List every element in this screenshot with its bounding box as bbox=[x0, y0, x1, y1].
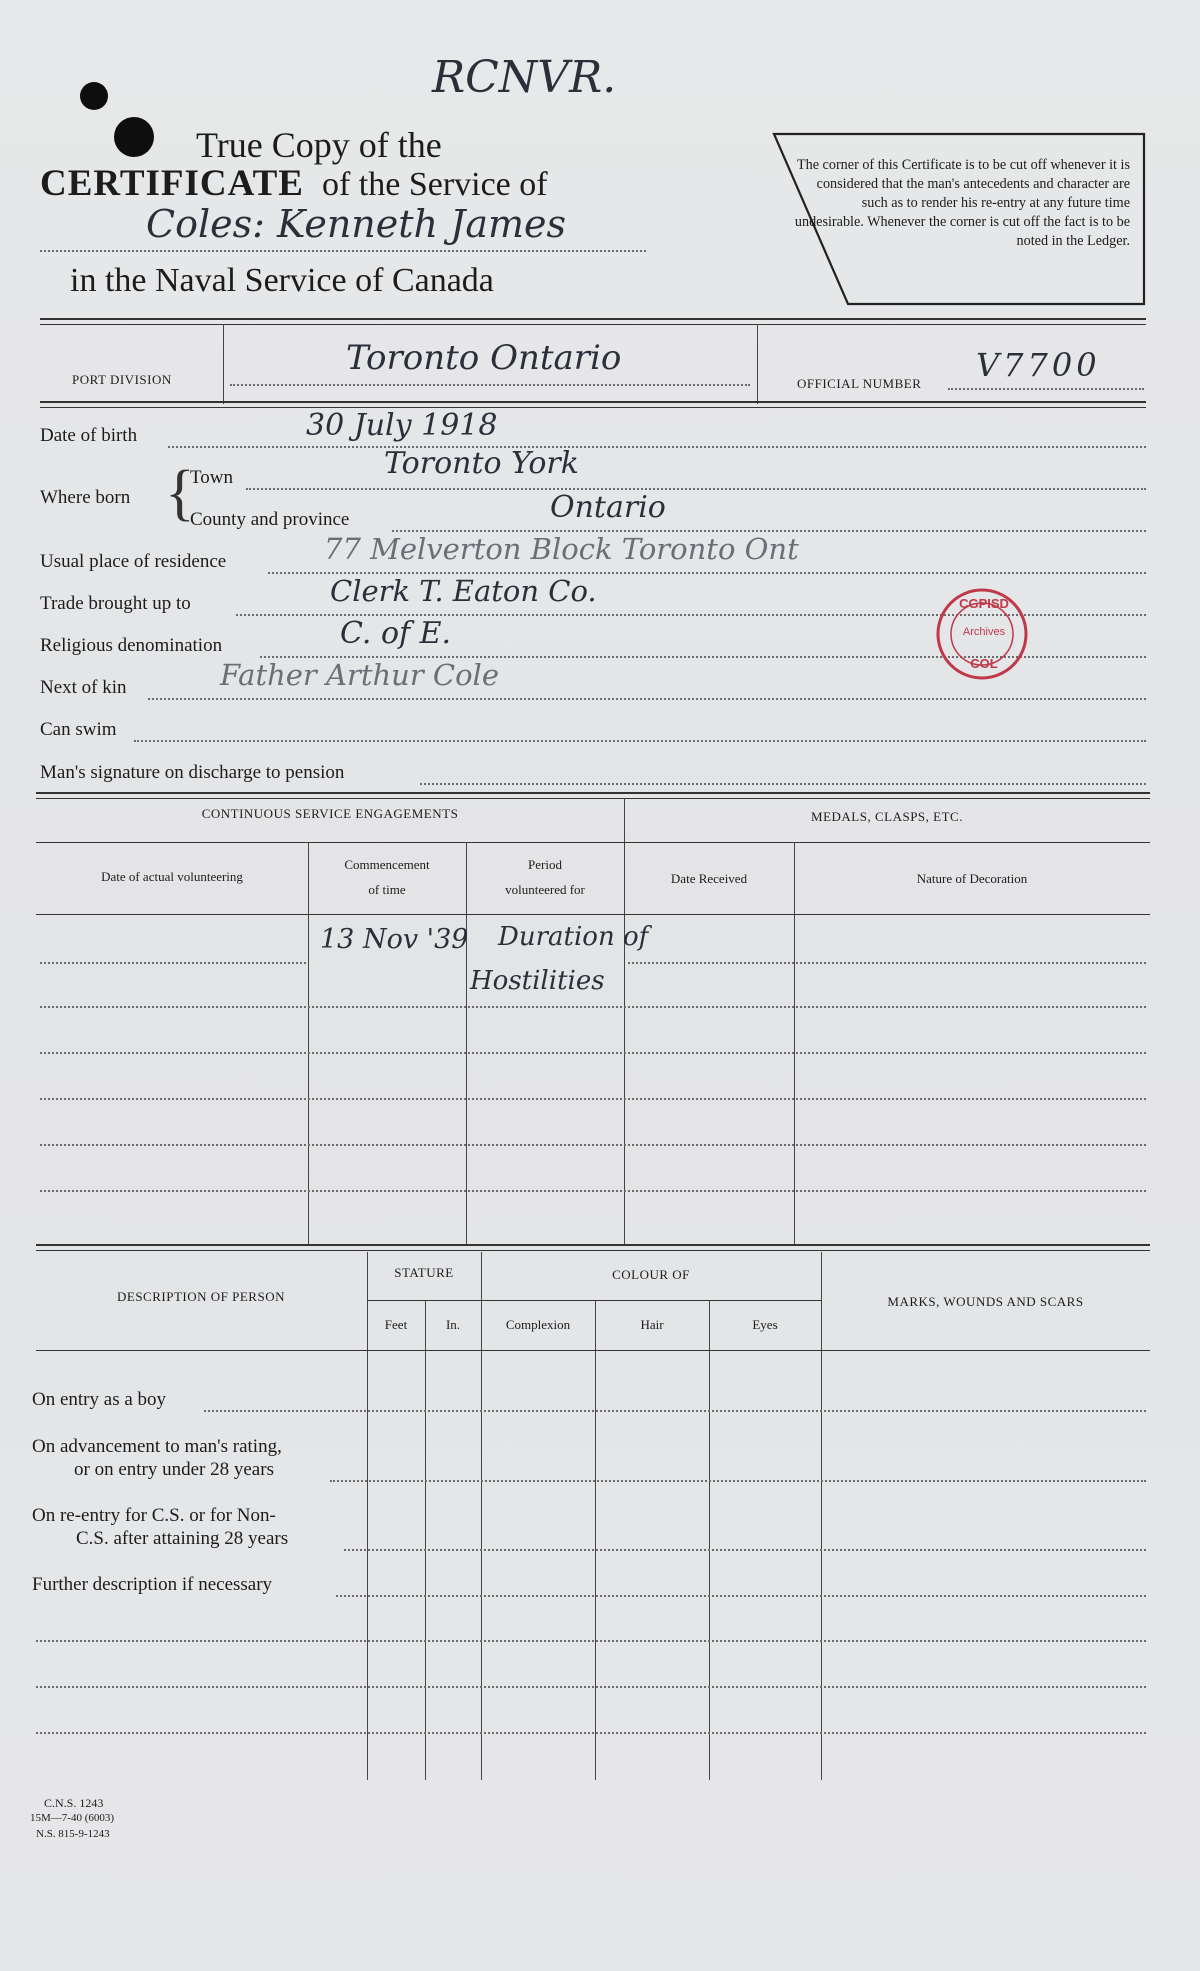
period-entry-line1: Duration of bbox=[498, 922, 649, 952]
port-division-label: PORT DIVISION bbox=[72, 372, 172, 387]
port-division-value: Toronto Ontario bbox=[346, 338, 622, 378]
col-period-line2: volunteered for bbox=[505, 882, 585, 897]
next-of-kin-label: Next of kin bbox=[40, 677, 127, 698]
dob-label: Date of birth bbox=[40, 425, 138, 446]
dob-value: 30 July 1918 bbox=[306, 408, 498, 443]
hair-header: Hair bbox=[640, 1317, 664, 1332]
trade-label: Trade brought up to bbox=[40, 593, 191, 614]
inches-header: In. bbox=[445, 1317, 461, 1332]
footer-form-number: C.N.S. 1243 bbox=[44, 1796, 104, 1810]
county-label: County and province bbox=[190, 509, 350, 530]
residence-label: Usual place of residence bbox=[40, 551, 227, 572]
row-entry-as-boy: On entry as a boy bbox=[32, 1389, 167, 1410]
complexion-header: Complexion bbox=[505, 1317, 571, 1332]
col-commencement-line1: Commencement bbox=[344, 857, 430, 872]
col-period-line1: Period bbox=[528, 857, 562, 872]
eyes-header: Eyes bbox=[752, 1317, 778, 1332]
col-date-received-header: Date Received bbox=[670, 871, 748, 886]
footer-ns-number: N.S. 815-9-1243 bbox=[36, 1828, 110, 1840]
row-advancement-line2: or on entry under 28 years bbox=[74, 1459, 274, 1480]
service-of-text: of the Service of bbox=[321, 166, 548, 203]
handwritten-annotation: RCNVR. bbox=[432, 52, 617, 103]
row-reentry-line1: On re-entry for C.S. or for Non- bbox=[32, 1505, 276, 1526]
county-value: Ontario bbox=[550, 490, 666, 525]
title-line-2 bbox=[40, 162, 548, 205]
stamp-middle-text: Archives bbox=[962, 626, 1006, 638]
footer-print-run: 15M—7-40 (6003) bbox=[30, 1812, 115, 1824]
punch-hole bbox=[114, 117, 154, 157]
period-entry-line2: Hostilities bbox=[470, 966, 605, 996]
religion-label: Religious denomination bbox=[40, 635, 223, 656]
residence-value: 77 Melverton Block Toronto Ont bbox=[324, 532, 799, 566]
colour-of-header: COLOUR OF bbox=[612, 1267, 690, 1282]
engagements-title: CONTINUOUS SERVICE ENGAGEMENTS bbox=[201, 806, 459, 821]
col-commencement-header bbox=[308, 852, 466, 902]
official-number-label: OFFICIAL NUMBER bbox=[797, 376, 922, 391]
corner-notice-text: The corner of this Certificate is to be cut off whenever it is considered that the man's antecedents and character are such as to render his re-entry at any future time undesirable. Whenever the corner is cut off the fact is to be noted in the Ledger. bbox=[794, 157, 1130, 249]
certificate-word: CERTIFICATE bbox=[40, 163, 304, 204]
can-swim-label: Can swim bbox=[40, 719, 117, 740]
official-number-value: V7700 bbox=[976, 346, 1101, 384]
col-period-header bbox=[466, 852, 624, 902]
signature-label: Man's signature on discharge to pension bbox=[40, 762, 345, 783]
town-value: Toronto York bbox=[384, 446, 579, 481]
marks-header: MARKS, WOUNDS AND SCARS bbox=[887, 1294, 1084, 1309]
feet-header: Feet bbox=[384, 1317, 408, 1332]
stamp-bottom-text: COL bbox=[970, 656, 998, 671]
medals-title-text: MEDALS, CLASPS, ETC. bbox=[811, 809, 963, 824]
title-line-3: in the Naval Service of Canada bbox=[70, 262, 494, 299]
row-advancement-line1: On advancement to man's rating, bbox=[32, 1436, 282, 1457]
where-born-label: Where born bbox=[40, 487, 131, 508]
row-further-description: Further description if necessary bbox=[32, 1574, 273, 1595]
stamp-top-text: CGPISD bbox=[959, 596, 1009, 611]
row-reentry-line2: C.S. after attaining 28 years bbox=[76, 1528, 289, 1549]
commencement-entry: 13 Nov '39 bbox=[320, 924, 469, 955]
town-label: Town bbox=[190, 467, 234, 488]
trade-value: Clerk T. Eaton Co. bbox=[330, 574, 597, 608]
stature-header: STATURE bbox=[394, 1265, 454, 1280]
description-title: DESCRIPTION OF PERSON bbox=[117, 1289, 285, 1304]
next-of-kin-value: Father Arthur Cole bbox=[220, 658, 499, 692]
title-line-1: True Copy of the bbox=[196, 125, 442, 165]
col-nature-header: Nature of Decoration bbox=[916, 871, 1028, 886]
col-commencement-line2: of time bbox=[368, 882, 406, 897]
where-born-brace: { bbox=[165, 459, 195, 527]
holder-name: Coles: Kenneth James bbox=[146, 202, 567, 246]
punch-hole bbox=[80, 82, 108, 110]
col-volunteering-header: Date of actual volunteering bbox=[101, 869, 243, 884]
medals-title bbox=[624, 809, 1150, 825]
religion-value: C. of E. bbox=[340, 616, 452, 651]
